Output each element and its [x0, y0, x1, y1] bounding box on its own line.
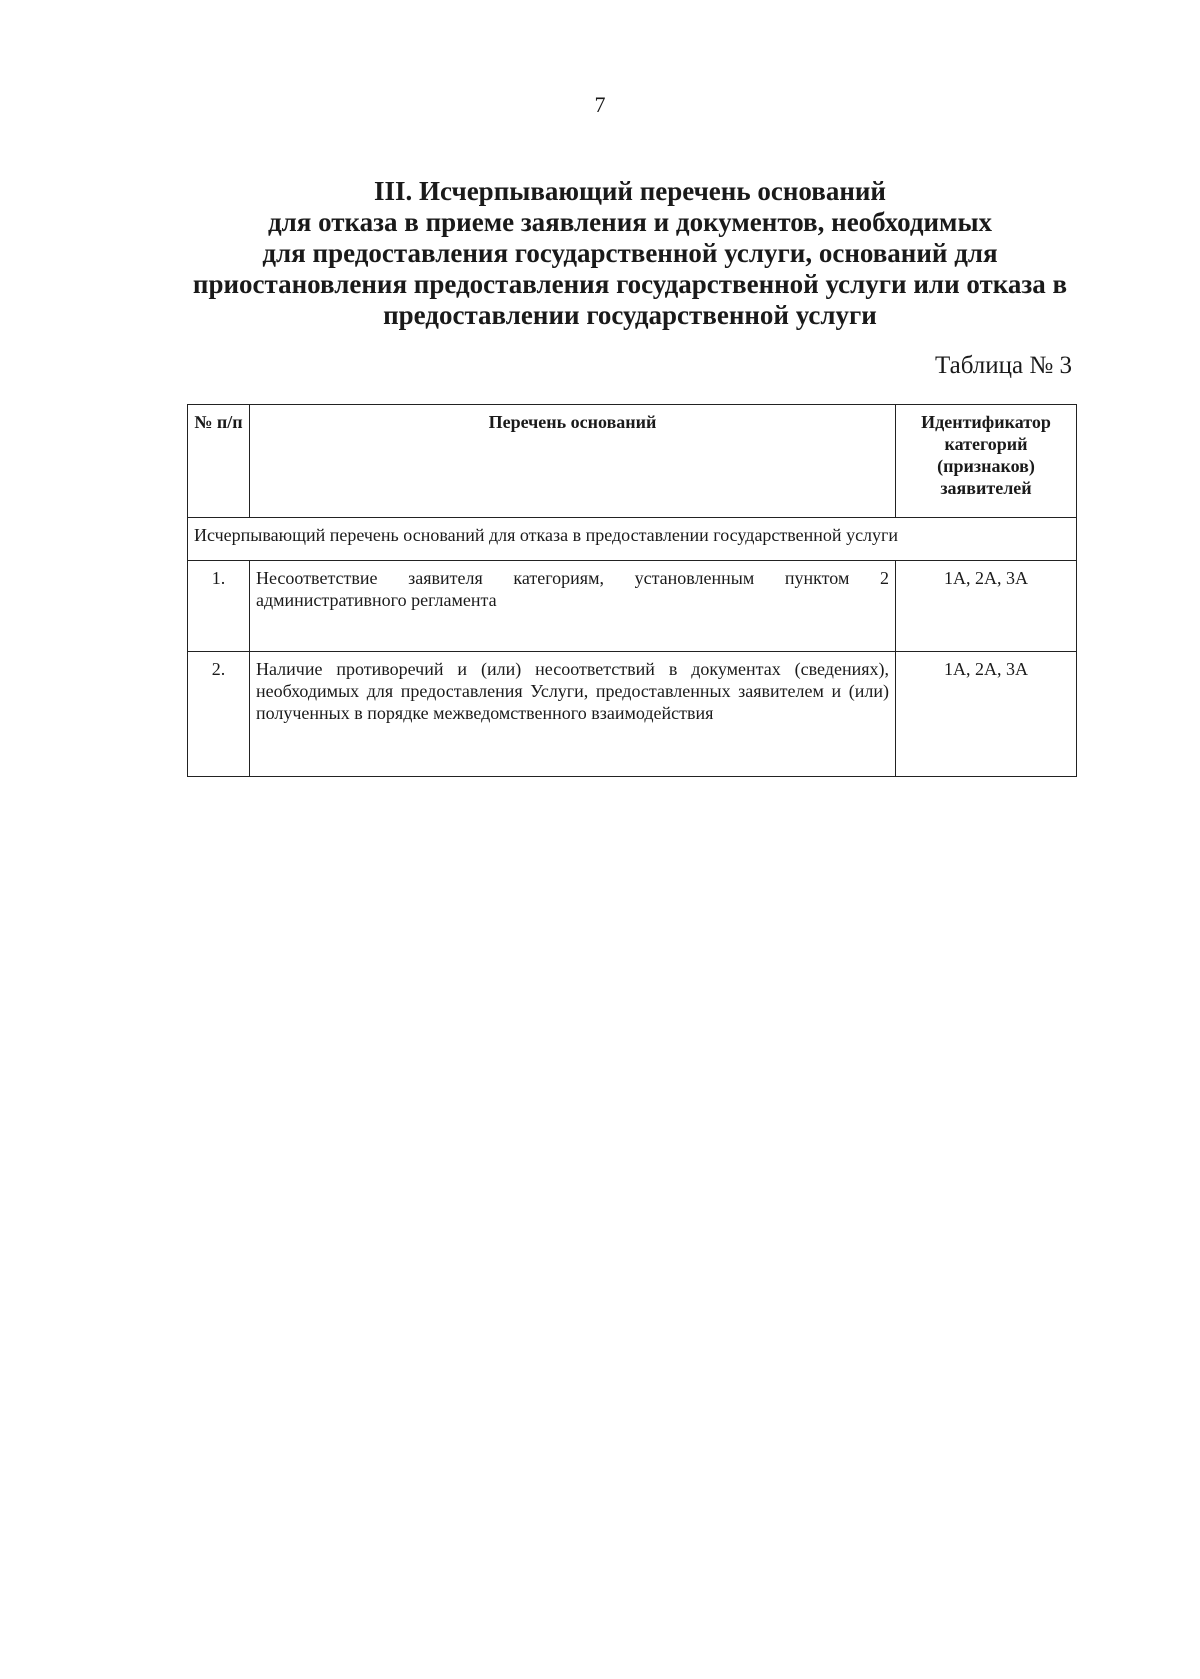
header-reasons: Перечень оснований — [250, 405, 896, 518]
section-title-line: для предоставления государственной услуги, оснований для — [262, 238, 998, 268]
page-number: 7 — [594, 92, 606, 117]
table-caption: Таблица № 3 — [934, 352, 1072, 379]
row-number: 2. — [188, 652, 250, 777]
table-header-row — [188, 405, 1077, 518]
header-number: № п/п — [188, 405, 250, 518]
section-title-line: III. Исчерпывающий перечень оснований — [374, 176, 886, 206]
section-title-line: для отказа в приеме заявления и документов, необходимых — [267, 207, 993, 237]
row-identifier: 1А, 2А, 3А — [896, 652, 1077, 777]
table-row — [188, 652, 1077, 777]
table-row — [188, 561, 1077, 652]
header-identifier: Идентификатор категорий (признаков) заявителей — [896, 405, 1077, 518]
table-section-row — [188, 518, 1077, 561]
section-title-line: приостановления предоставления государственной услуги или отказа в — [192, 269, 1068, 299]
reasons-table — [187, 404, 1077, 777]
row-number: 1. — [188, 561, 250, 652]
row-identifier: 1А, 2А, 3А — [896, 561, 1077, 652]
section-heading: Исчерпывающий перечень оснований для отказа в предоставлении государственной услуги — [188, 518, 1077, 561]
row-text: Наличие противоречий и (или) несоответствий в документах (сведениях), необходимых для предоставления Услуги, предоставленных заявителем и (или) полученных в порядке межведомственного взаимодействия — [250, 652, 896, 777]
row-text: Несоответствие заявителя категориям, установленным пунктом 2 административного регламента — [250, 561, 896, 652]
section-title — [180, 176, 1080, 331]
section-title-line: предоставлении государственной услуги — [383, 300, 877, 330]
